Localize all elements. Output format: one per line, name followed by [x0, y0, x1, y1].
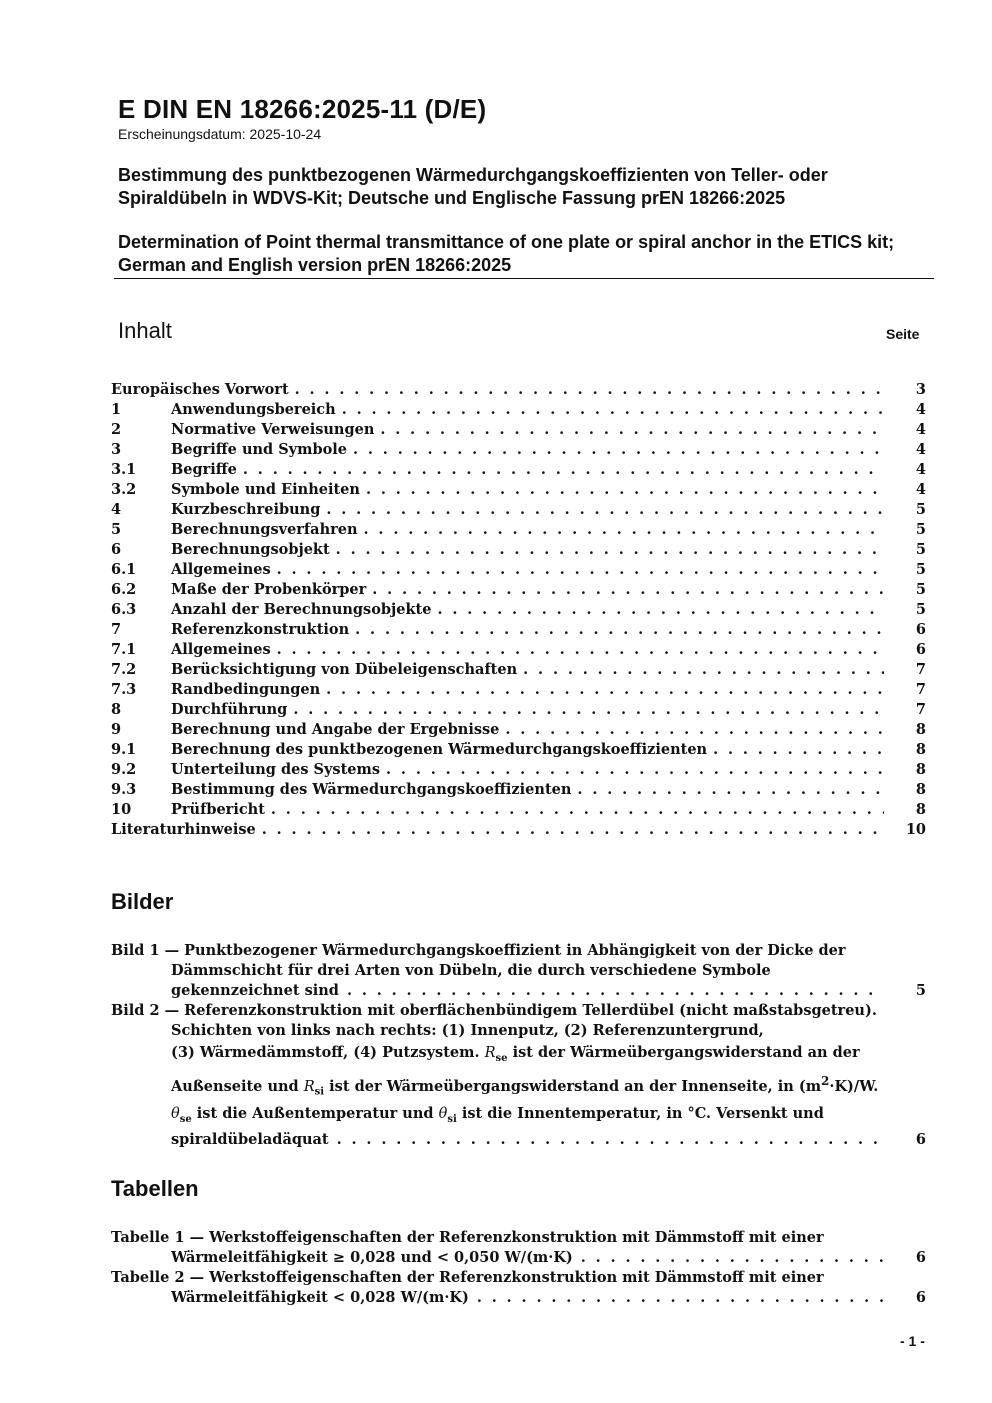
- header-divider: [114, 278, 934, 279]
- leader-dots: [342, 401, 884, 418]
- toc-entry-number: 9.2: [111, 761, 137, 778]
- toc-entry[interactable]: [111, 681, 926, 701]
- toc-entry-title: Allgemeines: [171, 641, 271, 658]
- toc-entry[interactable]: [111, 441, 926, 461]
- toc-entry-title: Referenzkonstruktion: [171, 621, 350, 638]
- leader-dots: [277, 561, 884, 578]
- toc-entry-page: 8: [915, 721, 926, 738]
- toc-entry-number: 8: [111, 701, 122, 718]
- leader-dots: [326, 681, 884, 698]
- toc-entry-page: 8: [915, 741, 926, 758]
- toc-entry-title: Berechnung des punktbezogenen Wärmedurchgangskoeffizienten: [171, 741, 708, 758]
- page-number: - 1 -: [900, 1333, 925, 1349]
- table-entry-2[interactable]: Tabelle 2 — Werkstoffeigenschaften der Referenzkonstruktion mit Dämmstoff mit einer Wärmeleitfähigkeit < 0,028 W/(m·K) . . . 6: [111, 1268, 926, 1308]
- tables-list: [111, 1228, 926, 1308]
- toc-entry[interactable]: [111, 601, 926, 621]
- toc-entry-page: 10: [905, 821, 926, 838]
- leader-dots: [364, 521, 884, 538]
- title-german: Bestimmung des punktbezogenen Wärmedurchgangskoeffizienten von Teller- oder Spiraldübeln in WDVS-Kit; Deutsche und Englische Fassung prEN 18266:2025: [118, 165, 828, 208]
- toc-entry-number: 6: [111, 541, 122, 558]
- toc-entry-page: 7: [915, 681, 926, 698]
- toc-entry-number: 6.1: [111, 561, 137, 578]
- tables-heading: Tabellen: [111, 1176, 199, 1201]
- toc-entry-page: 4: [915, 401, 926, 418]
- leader-dots: [380, 421, 884, 438]
- figure-page: 5: [915, 982, 926, 999]
- leader-dots: [577, 781, 884, 798]
- toc-entry-number: 7: [111, 621, 122, 638]
- toc-entry[interactable]: [111, 381, 926, 401]
- leader-dots: [243, 461, 884, 478]
- leader-dots: [293, 701, 884, 718]
- leader-dots: [271, 801, 884, 818]
- toc-entry[interactable]: [111, 581, 926, 601]
- toc-entry-title: Berechnungsobjekt: [171, 541, 330, 558]
- toc-entry-page: 6: [915, 641, 926, 658]
- leader-dots: [355, 621, 884, 638]
- toc-entry-page: 5: [915, 521, 926, 538]
- toc-entry-number: 6.3: [111, 601, 137, 618]
- leader-dots: [581, 1248, 884, 1268]
- toc-entry-page: 7: [915, 661, 926, 678]
- toc-entry-page: 6: [915, 621, 926, 638]
- toc-entry-title: Europäisches Vorwort: [111, 381, 289, 398]
- figures-heading: Bilder: [111, 889, 174, 914]
- toc-entry-page: 4: [915, 441, 926, 458]
- leader-dots: [372, 581, 884, 598]
- document-id: E DIN EN 18266:2025-11 (D/E): [118, 94, 487, 124]
- toc-entry[interactable]: [111, 821, 926, 841]
- toc-entry-page: 3: [915, 381, 926, 398]
- toc-entry-title: Prüfbericht: [171, 801, 265, 818]
- document-header: [118, 93, 934, 277]
- toc-entry-title: Symbole und Einheiten: [171, 481, 360, 498]
- toc-entry-number: 7.2: [111, 661, 137, 678]
- toc-entry-title: Literaturhinweise: [111, 821, 256, 838]
- toc-entry-page: 5: [915, 581, 926, 598]
- toc-entry[interactable]: [111, 641, 926, 661]
- table-page: 6: [915, 1289, 926, 1306]
- toc-entry[interactable]: [111, 401, 926, 421]
- toc-entry-title: Bestimmung des Wärmedurchgangskoeffizienten: [171, 781, 572, 798]
- toc-entry[interactable]: [111, 701, 926, 721]
- toc-entry-number: 1: [111, 401, 122, 418]
- leader-dots: [337, 1130, 884, 1150]
- toc-entry-number: 9: [111, 721, 122, 738]
- toc-entry-title: Randbedingungen: [171, 681, 321, 698]
- toc-entry[interactable]: [111, 521, 926, 541]
- figure-page: 6: [915, 1130, 926, 1148]
- leader-dots: [366, 481, 884, 498]
- toc-entry-title: Begriffe und Symbole: [171, 441, 347, 458]
- toc-entry-page: 5: [915, 501, 926, 518]
- leader-dots: [505, 721, 884, 738]
- figures-list: [111, 941, 926, 1150]
- leader-dots: [347, 981, 884, 1001]
- toc-entry-number: 7.1: [111, 641, 137, 658]
- table-page: 6: [915, 1249, 926, 1266]
- toc-entry[interactable]: [111, 481, 926, 501]
- leader-dots: [437, 601, 884, 618]
- leader-dots: [523, 661, 884, 678]
- toc-entry-page: 8: [915, 781, 926, 798]
- toc-entry-page: 4: [915, 481, 926, 498]
- leader-dots: [295, 381, 884, 398]
- toc-entry-title: Berechnungsverfahren: [171, 521, 358, 538]
- toc-entry-number: 3.2: [111, 481, 137, 498]
- toc-entry[interactable]: [111, 721, 926, 741]
- toc-entry-title: Unterteilung des Systems: [171, 761, 381, 778]
- figure-entry-1[interactable]: Bild 1 — Punktbezogener Wärmedurchgangskoeffizient in Abhängigkeit von der Dicke der Dämmschicht für drei Arten von Dübeln, die durch verschiedene Symbole gekennzeichnet sind . . . 5: [111, 941, 926, 1001]
- leader-dots: [326, 501, 884, 518]
- toc-entry[interactable]: [111, 461, 926, 481]
- table-of-contents: [111, 381, 926, 841]
- toc-entry[interactable]: [111, 501, 926, 521]
- toc-entry[interactable]: [111, 561, 926, 581]
- leader-dots: [353, 441, 884, 458]
- toc-entry[interactable]: [111, 541, 926, 561]
- toc-entry-number: 10: [111, 801, 132, 818]
- toc-entry-page: 7: [915, 701, 926, 718]
- toc-entry-page: 5: [915, 601, 926, 618]
- toc-entry-number: 5: [111, 521, 122, 538]
- toc-entry-title: Anzahl der Berechnungsobjekte: [171, 601, 432, 618]
- toc-heading: Inhalt: [118, 318, 172, 343]
- toc-page-label: Seite: [886, 326, 920, 342]
- toc-entry-number: 3: [111, 441, 122, 458]
- toc-entry-number: 2: [111, 421, 122, 438]
- toc-entry[interactable]: [111, 801, 926, 821]
- toc-entry[interactable]: [111, 661, 926, 681]
- toc-entry-title: Berechnung und Angabe der Ergebnisse: [171, 721, 500, 738]
- toc-entry-title: Kurzbeschreibung: [171, 501, 321, 518]
- toc-entry-title: Anwendungsbereich: [171, 401, 336, 418]
- toc-entry-page: 4: [915, 421, 926, 438]
- toc-entry[interactable]: [111, 621, 926, 641]
- leader-dots: [262, 821, 884, 838]
- toc-entry-title: Durchführung: [171, 701, 288, 718]
- toc-entry-title: Maße der Probenkörper: [171, 581, 367, 598]
- figure-entry-2[interactable]: Bild 2 — Referenzkonstruktion mit oberflächenbündigem Tellerdübel (nicht maßstabsgetreu). Schichten von links nach rechts: (1) Innenputz, (2) Referenzuntergrund, (3) Wärmedämmstoff, (4) Putzsystem. $R_{se}$ ist der Wärmeübergangswiderstand an der Außenseite und $R_{si}$ ist der Wärmeübergangswiderstand an der Innenseite, in $(m^2\cdot K)/W$. $\theta_{se}$ ist die Außentemperatur und $\theta_{si}$ ist die Innentemperatur, in °C. Versenkt und spiraldübeladäquat . . . 6: [111, 1001, 926, 1150]
- toc-entry-page: 8: [915, 801, 926, 818]
- toc-entry-page: 4: [915, 461, 926, 478]
- toc-entry-number: 3.1: [111, 461, 137, 478]
- toc-entry-title: Berücksichtigung von Dübeleigenschaften: [171, 661, 518, 678]
- toc-entry[interactable]: [111, 781, 926, 801]
- table-entry-1[interactable]: Tabelle 1 — Werkstoffeigenschaften der Referenzkonstruktion mit Dämmstoff mit einer Wärmeleitfähigkeit ≥ 0,028 und < 0,050 W/(m·K) . . . 6: [111, 1228, 926, 1268]
- toc-entry[interactable]: [111, 741, 926, 761]
- toc-entry-number: 4: [111, 501, 122, 518]
- publication-date: Erscheinungsdatum: 2025-10-24: [118, 126, 322, 142]
- toc-entry-page: 5: [915, 541, 926, 558]
- toc-entry-number: 6.2: [111, 581, 137, 598]
- toc-entry-page: 5: [915, 561, 926, 578]
- toc-entry-number: 7.3: [111, 681, 137, 698]
- toc-entry-number: 9.3: [111, 781, 137, 798]
- toc-entry-title: Normative Verweisungen: [171, 421, 375, 438]
- toc-entry-title: Begriffe: [171, 461, 237, 478]
- leader-dots: [477, 1288, 884, 1308]
- leader-dots: [713, 741, 884, 758]
- toc-entry[interactable]: [111, 421, 926, 441]
- leader-dots: [386, 761, 884, 778]
- title-english: Determination of Point thermal transmittance of one plate or spiral anchor in the ETICS kit; German and English version prEN 18266:2025: [118, 232, 895, 275]
- toc-entry[interactable]: [111, 761, 926, 781]
- toc-entry-number: 9.1: [111, 741, 137, 758]
- toc-entry-page: 8: [915, 761, 926, 778]
- leader-dots: [336, 541, 884, 558]
- leader-dots: [277, 641, 884, 658]
- toc-entry-title: Allgemeines: [171, 561, 271, 578]
